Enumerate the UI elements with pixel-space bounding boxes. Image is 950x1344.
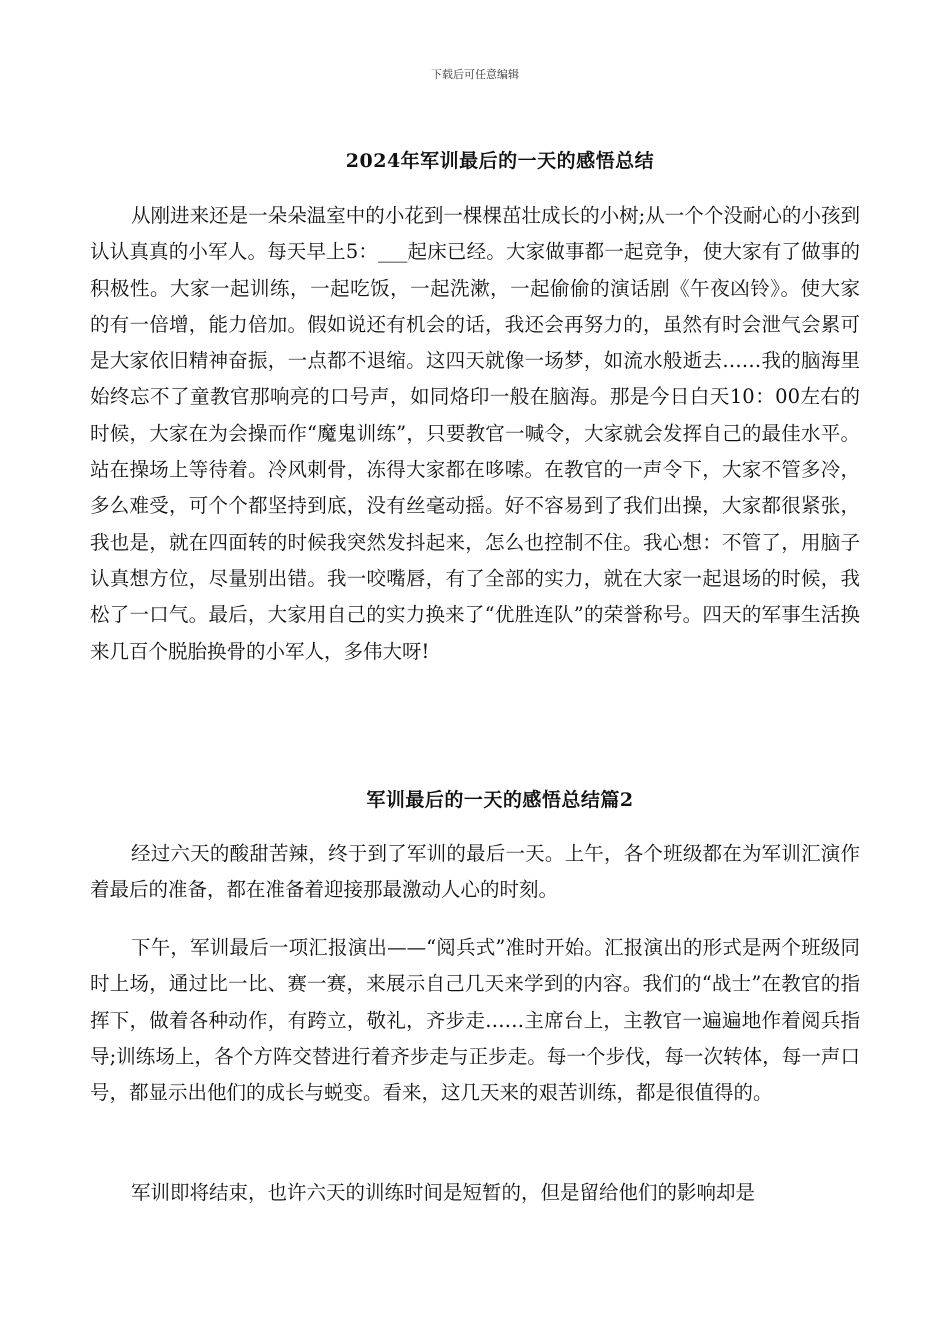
- paragraph-3: 下午，军训最后一项汇报演出——“阅兵式”准时开始。汇报演出的形式是两个班级同时上场，通过比一比、赛一赛，来展示自己几天来学到的内容。我们的“战士”在教官的指挥下，做着各种动作，有跨立，敬礼，齐步走……主席台上，主教官一遍遍地作着阅兵指导;训练场上，各个方阵交替进行着齐步走与正步走。每一个步伐，每一次转体，每一声口号，都显示出他们的成长与蜕变。看来，这几天来的艰苦训练，都是很值得的。: [90, 936, 860, 1105]
- paragraph-1: 从刚进来还是一朵朵温室中的小花到一棵棵茁壮成长的小树;从一个个没耐心的小孩到认认真真的小军人。每天早上5：___起床已经。大家做事都一起竞争，使大家有了做事的积极性。大家一起训练，一起吃饭，一起洗漱，一起偷偷的演话剧《午夜凶铃》。使大家的有一倍增，能力倍加。假如说还有机会的话，我还会再努力的，虽然有时会泄气会累可是大家依旧精神奋振，一点都不退缩。这四天就像一场梦，如流水般逝去……我的脑海里始终忘不了童教官那响亮的口号声，如同烙印一般在脑海。那是今日白天10：00左右的时候，大家在为会操而作“魔鬼训练”，只要教官一喊令，大家就会发挥自己的最佳水平。站在操场上等待着。冷风刺骨，冻得大家都在哆嗦。在教官的一声令下，大家不管多冷，多么难受，可个个都坚持到底，没有丝毫动摇。好不容易到了我们出操，大家都很紧张，我也是，就在四面转的时候我突然发抖起来，怎么也控制不住。我心想：不管了，用脑子认真想方位，尽量别出错。我一咬嘴唇，有了全部的实力，就在大家一起退场的时候，我松了一口气。最后，大家用自己的实力换来了“优胜连队”的荣誉称号。四天的军事生活换来几百个脱胎换骨的小军人，多伟大呀!: [90, 204, 860, 663]
- paragraph-4: 军训即将结束，也许六天的训练时间是短暂的，但是留给他们的影响却是: [131, 1181, 756, 1204]
- document-title: 2024年军训最后的一天的感悟总结: [345, 150, 655, 172]
- section-2-title: 军训最后的一天的感悟总结篇2: [366, 789, 634, 811]
- header-note: 下载后可任意编辑: [431, 68, 519, 81]
- paragraph-2: 经过六天的酸甜苦辣，终于到了军训的最后一天。上午，各个班级都在为军训汇演作着最后的准备，都在准备着迎接那最激动人心的时刻。: [90, 842, 860, 902]
